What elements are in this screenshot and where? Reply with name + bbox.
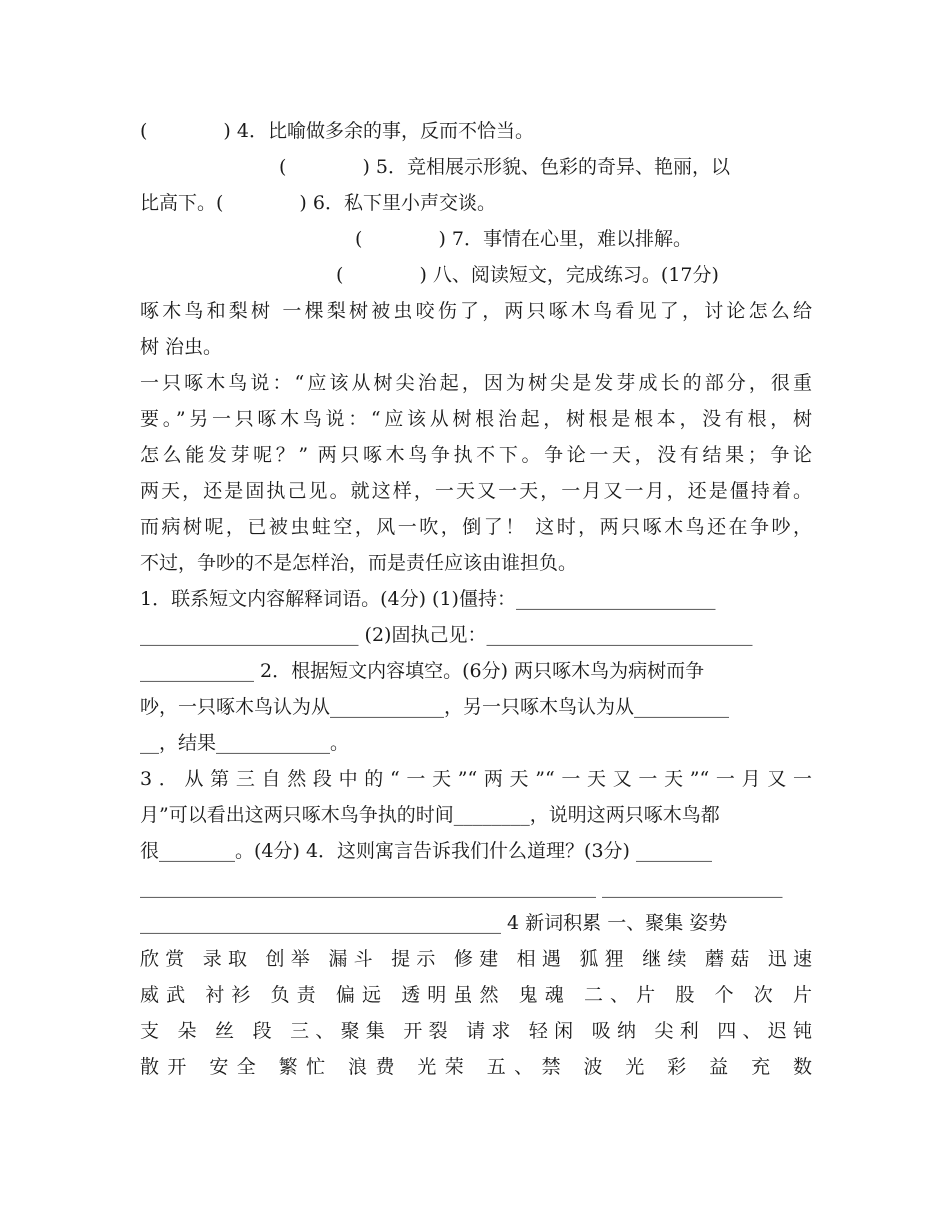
text-line: 啄木鸟和梨树 一棵梨树被虫咬伤了，两只啄木鸟看见了，讨论怎么给 [140,300,812,322]
text-line: 而病树呢，已被虫蛀空，风一吹，倒了！ 这时，两只啄木鸟还在争吵， [140,516,812,538]
text-line: ________________________________________________ ___________________ [140,876,783,898]
text-line: ( ) 八、阅读短文，完成练习。(17分) [140,264,719,286]
text-line: 3．从第三自然段中的“一天”“两天”“一天又一天”“一月又一 [140,768,812,790]
text-line: 月”可以看出这两只啄木鸟争执的时间________，说明这两只啄木鸟都 [140,804,720,826]
text-line: 支 朵 丝 段 三、聚集 开裂 请求 轻闲 吸纳 尖利 四、迟钝 [140,1020,812,1042]
text-line: 怎么能发芽呢？” 两只啄木鸟争执不下。争论一天，没有结果；争论 [140,444,812,466]
text-line: ______________________________________ 4 新词积累 一、聚集 姿势 [140,912,728,934]
text-line: ( ) 4．比喻做多余的事，反而不恰当。 [140,120,534,142]
text-line: 吵，一只啄木鸟认为从____________，另一只啄木鸟认为从__________ [140,696,730,718]
text-line: __，结果____________。 [140,732,350,754]
text-line: ( ) 7．事情在心里，难以排解。 [140,228,692,250]
text-line: 要。”另一只啄木鸟说：“应该从树根治起，树根是根本，没有根，树 [140,408,812,430]
text-line: 两天，还是固执己见。就这样，一天又一天，一月又一月，还是僵持着。 [140,480,812,502]
text-line: 很________。(4分) 4．这则寓言告诉我们什么道理？(3分) ________ [140,840,712,862]
text-line: 1．联系短文内容解释词语。(4分) (1)僵持：_____________________ [140,588,716,610]
text-line: 散开 安全 繁忙 浪费 光荣 五、禁 波 光 彩 益 充 数 [140,1056,812,1078]
text-line: 一只啄木鸟说：“应该从树尖治起，因为树尖是发芽成长的部分，很重 [140,372,812,394]
text-line: 威武 衬衫 负责 偏远 透明虽然 鬼魂 二、片 股 个 次 片 [140,984,812,1006]
text-line: _______________________ (2)固执己见：____________________________ [140,624,753,646]
text-line: 比高下。( ) 6．私下里小声交谈。 [140,192,496,214]
text-line: 不过，争吵的不是怎样治，而是责任应该由谁担负。 [140,552,578,574]
text-line: ____________ 2．根据短文内容填空。(6分) 两只啄木鸟为病树而争 [140,660,705,682]
text-line: 欣赏 录取 创举 漏斗 提示 修建 相遇 狐狸 继续 蘑菇 迅速 [140,948,812,970]
text-line: ( ) 5．竞相展示形貌、色彩的奇异、艳丽，以 [140,156,730,178]
text-line: 树 治虫。 [140,336,223,358]
